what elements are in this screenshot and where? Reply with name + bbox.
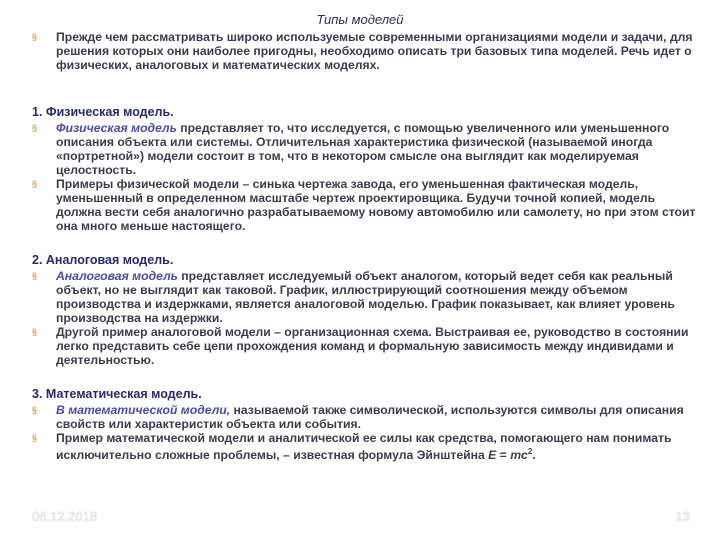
section-heading: 3. Математическая модель. [32, 387, 202, 401]
item-text: Примеры физической модели – синька чертежа завода, его уменьшенная фактическая модель, уменьшенный в определенном масштабе чертеж проектировщика. Будучи точной копией, модель должна вести себя аналогично разрабатываемому новому автомобилю или самолету, но при этом стоит она много меньше настоящего. [56, 177, 696, 233]
footer-date: 06.12.2018 [32, 509, 98, 524]
section-math [32, 387, 702, 462]
intro-item [32, 30, 702, 72]
bullet-icon: § [32, 327, 38, 337]
list-item [32, 177, 702, 233]
bullet-icon: § [32, 271, 38, 281]
intro-block [32, 30, 702, 72]
item-text: называемой также символической, используются символы для описания свойств или характеристик объекта или события. [56, 403, 684, 431]
intro-text: Прежде чем рассматривать широко используемые современными организациями модели и задачи, для решения которых они наиболее пригодны, необходимо описать три базовых типа моделей. Речь идет о физических, аналоговых и математических моделях. [56, 30, 693, 72]
item-text: Другой пример аналоговой модели – организационная схема. Выстраивая ее, руководство в состоянии легко представить себе цепи прохождения команд и формальную зависимость между индивидами и деятельностью. [56, 325, 689, 367]
item-text: Пример математической модели и аналитической ее силы как средства, помогающего нам понимать исключительно сложные проблемы, – известная формула Эйнштейна [56, 431, 672, 463]
page-number: 13 [675, 509, 690, 524]
bullet-icon: § [32, 123, 38, 133]
section-heading: 1. Физическая модель. [32, 105, 174, 119]
formula-end: . [532, 448, 536, 463]
item-text: представляет исследуемый объект аналогом, который ведет себя как реальный объект, но не выглядит как таковой. График, иллюстрирующий соотношения между объемом производства и издержками, является аналоговой моделью. График показывает, как влияет уровень производства на издержки. [56, 269, 675, 325]
bullet-icon: § [32, 405, 38, 415]
section-heading: 2. Аналоговая модель. [32, 253, 174, 267]
list-item [32, 403, 702, 431]
list-item [32, 325, 702, 367]
item-text: представляет то, что исследуется, с помощью увеличенного или уменьшенного описания объекта или системы. Отличительная характеристика физической (называемой иногда «портретной») модели состоит в том, что в некотором смысле она выглядит как моделируемая целостность. [56, 121, 670, 177]
bullet-icon: § [32, 179, 38, 189]
list-item [32, 431, 702, 462]
section-analog [32, 253, 702, 367]
term: Физическая модель [56, 121, 177, 135]
formula-sup: 2 [527, 447, 533, 456]
section-physical [32, 105, 702, 233]
list-item [32, 269, 702, 325]
bullet-icon: § [32, 433, 38, 443]
term: Аналоговая модель [56, 269, 178, 283]
formula-e: E [488, 448, 497, 463]
bullet-icon: § [32, 32, 38, 42]
list-item [32, 121, 702, 177]
formula-eq: = [496, 448, 511, 463]
formula-mc: mc [510, 448, 528, 463]
slide-title: Типы моделей [316, 12, 404, 27]
term: В математической модели, [56, 403, 231, 417]
